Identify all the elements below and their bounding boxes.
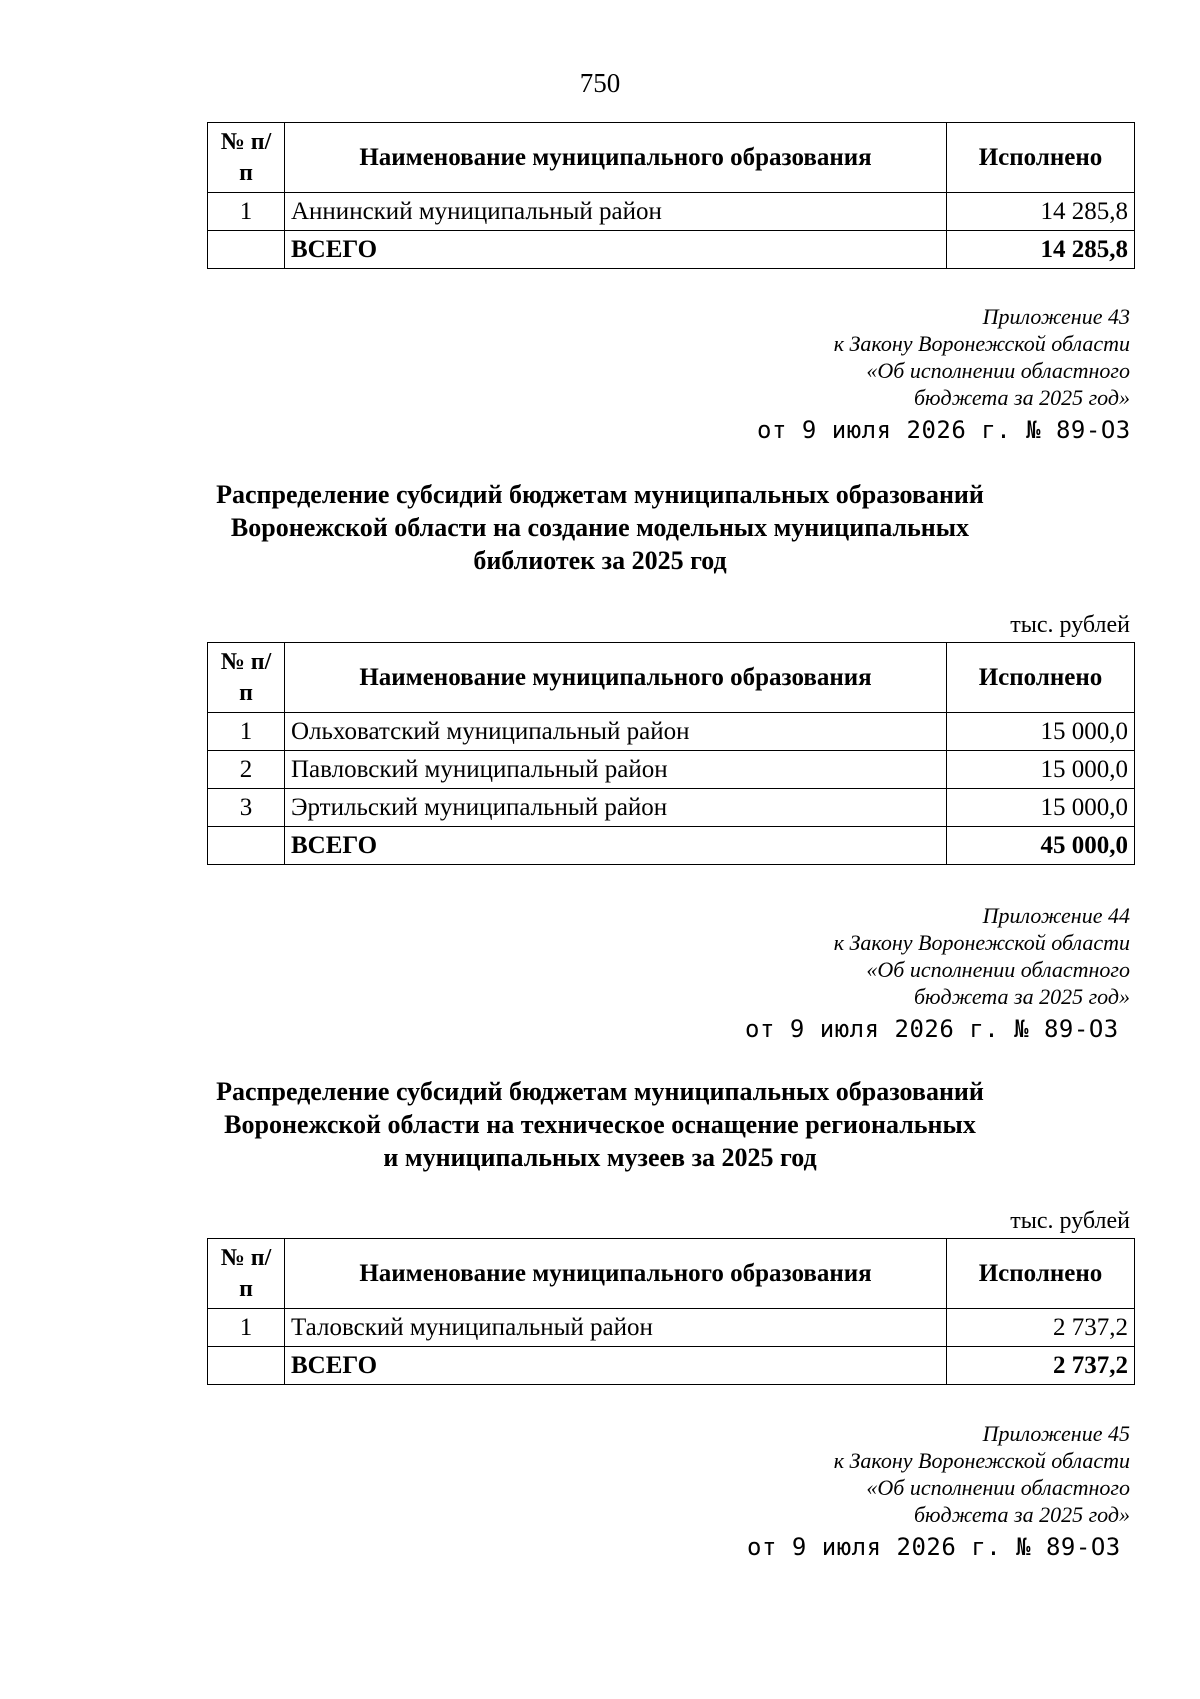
total-value: 45 000,0 bbox=[947, 827, 1135, 865]
row-value: 15 000,0 bbox=[947, 789, 1135, 827]
appendix-law-title-cont: бюджета за 2025 год» bbox=[913, 1502, 1130, 1527]
title-line: библиотек за 2025 год bbox=[473, 546, 727, 575]
header-num: № п/п bbox=[208, 123, 285, 193]
unit-label: тыс. рублей bbox=[1010, 1208, 1130, 1234]
table-header-row bbox=[208, 643, 1135, 713]
row-num: 1 bbox=[208, 1309, 285, 1347]
appendix-number: Приложение 44 bbox=[982, 903, 1130, 928]
appendix-43-header bbox=[834, 303, 1130, 411]
table-annex43 bbox=[207, 642, 1135, 865]
appendix-law: к Закону Воронежской области bbox=[833, 1448, 1130, 1473]
appendix-law: к Закону Воронежской области bbox=[833, 930, 1130, 955]
page-number: 750 bbox=[579, 68, 621, 98]
table-header-row bbox=[208, 123, 1135, 193]
appendix-law: к Закону Воронежской области bbox=[833, 331, 1130, 356]
table-row bbox=[208, 1309, 1135, 1347]
table-row bbox=[208, 751, 1135, 789]
appendix-law-title-cont: бюджета за 2025 год» bbox=[913, 984, 1130, 1009]
header-num: № п/п bbox=[208, 643, 285, 713]
table-row bbox=[208, 713, 1135, 751]
appendix-law-title: «Об исполнении областного bbox=[866, 957, 1130, 982]
row-value: 15 000,0 bbox=[947, 751, 1135, 789]
section-43-title bbox=[0, 478, 1200, 577]
row-num: 3 bbox=[208, 789, 285, 827]
total-num-empty bbox=[208, 1347, 285, 1385]
title-line: и муниципальных музеев за 2025 год bbox=[383, 1143, 817, 1172]
table-header-row bbox=[208, 1239, 1135, 1309]
appendix-number: Приложение 45 bbox=[982, 1421, 1130, 1446]
row-name: Эртильский муниципальный район bbox=[285, 789, 947, 827]
appendix-45-date: от 9 июля 2026 г. № 89-ОЗ bbox=[747, 1533, 1121, 1561]
section-44-title bbox=[0, 1075, 1200, 1174]
unit-label: тыс. рублей bbox=[1010, 612, 1130, 638]
table-total-row bbox=[208, 1347, 1135, 1385]
header-value: Исполнено bbox=[947, 643, 1135, 713]
table-row bbox=[208, 789, 1135, 827]
table-annex44 bbox=[207, 1238, 1135, 1385]
appendix-45-header bbox=[834, 1420, 1130, 1528]
appendix-law-title-cont: бюджета за 2025 год» bbox=[913, 385, 1130, 410]
appendix-44-date: от 9 июля 2026 г. № 89-ОЗ bbox=[745, 1015, 1119, 1043]
header-num: № п/п bbox=[208, 1239, 285, 1309]
appendix-43-date: от 9 июля 2026 г. № 89-ОЗ bbox=[757, 416, 1131, 444]
total-value: 2 737,2 bbox=[947, 1347, 1135, 1385]
header-name: Наименование муниципального образования bbox=[285, 643, 947, 713]
total-label: ВСЕГО bbox=[285, 827, 947, 865]
appendix-law-title: «Об исполнении областного bbox=[866, 1475, 1130, 1500]
table-row bbox=[208, 193, 1135, 231]
header-name: Наименование муниципального образования bbox=[285, 123, 947, 193]
row-name: Павловский муниципальный район bbox=[285, 751, 947, 789]
header-value: Исполнено bbox=[947, 123, 1135, 193]
appendix-44-header bbox=[834, 902, 1130, 1010]
table-total-row bbox=[208, 231, 1135, 269]
table-total-row bbox=[208, 827, 1135, 865]
total-label: ВСЕГО bbox=[285, 1347, 947, 1385]
title-line: Воронежской области на создание модельных муниципальных bbox=[230, 513, 970, 542]
appendix-law-title: «Об исполнении областного bbox=[866, 358, 1130, 383]
appendix-number: Приложение 43 bbox=[982, 304, 1130, 329]
total-label: ВСЕГО bbox=[285, 231, 947, 269]
row-num: 1 bbox=[208, 193, 285, 231]
row-num: 1 bbox=[208, 713, 285, 751]
row-name: Аннинский муниципальный район bbox=[285, 193, 947, 231]
row-value: 15 000,0 bbox=[947, 713, 1135, 751]
row-num: 2 bbox=[208, 751, 285, 789]
title-line: Воронежской области на техническое оснащение региональных bbox=[224, 1110, 976, 1139]
row-name: Ольховатский муниципальный район bbox=[285, 713, 947, 751]
row-value: 14 285,8 bbox=[947, 193, 1135, 231]
row-name: Таловский муниципальный район bbox=[285, 1309, 947, 1347]
header-name: Наименование муниципального образования bbox=[285, 1239, 947, 1309]
total-num-empty bbox=[208, 827, 285, 865]
header-value: Исполнено bbox=[947, 1239, 1135, 1309]
total-num-empty bbox=[208, 231, 285, 269]
row-value: 2 737,2 bbox=[947, 1309, 1135, 1347]
table-annex42-continuation bbox=[207, 122, 1135, 269]
title-line: Распределение субсидий бюджетам муниципальных образований bbox=[216, 1077, 984, 1106]
total-value: 14 285,8 bbox=[947, 231, 1135, 269]
title-line: Распределение субсидий бюджетам муниципальных образований bbox=[216, 480, 984, 509]
